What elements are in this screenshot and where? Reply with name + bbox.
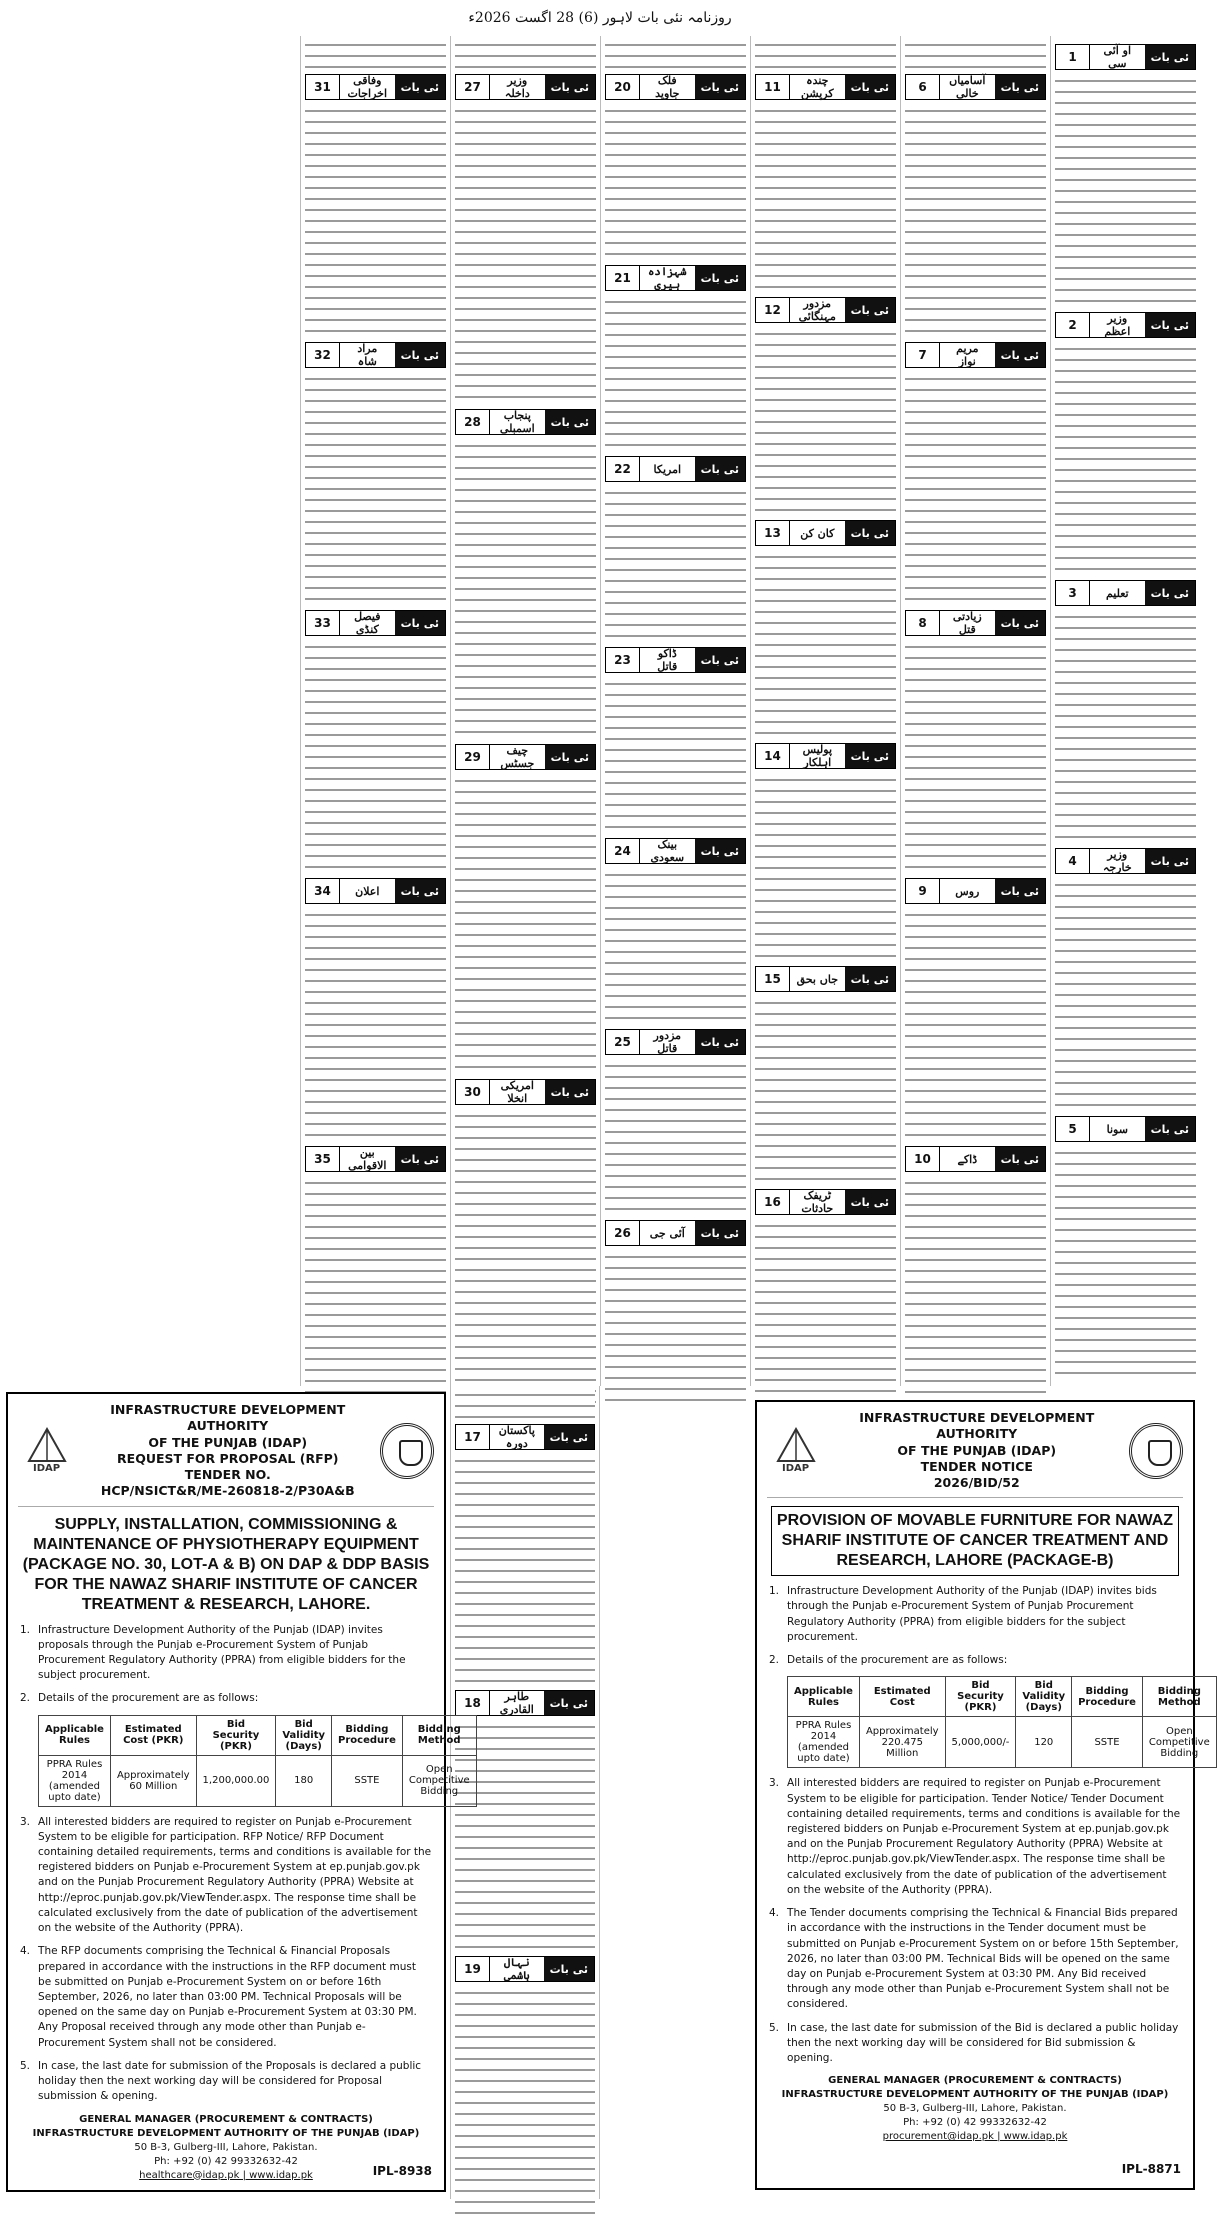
news-item-header — [455, 74, 596, 100]
news-body-text — [605, 38, 746, 68]
news-number: 2 — [1056, 313, 1090, 337]
news-body-text — [455, 439, 596, 738]
ipl-number: IPL-8871 — [1121, 2162, 1181, 2176]
news-tag: ئی بات — [545, 745, 595, 769]
news-body-text — [905, 38, 1046, 68]
news-item-header — [455, 409, 596, 435]
news-number: 23 — [606, 648, 640, 672]
news-tag: ئی بات — [545, 410, 595, 434]
news-number: 12 — [756, 298, 790, 322]
news-number: 13 — [756, 521, 790, 545]
org-name-line1: INFRASTRUCTURE DEVELOPMENT AUTHORITY — [859, 1410, 1095, 1442]
news-topic: چیف جسٹس — [500, 744, 535, 770]
table-header: Bid Security (PKR) — [196, 1715, 276, 1755]
news-number: 8 — [906, 611, 940, 635]
news-item-header — [755, 743, 896, 769]
news-tag: ئی بات — [695, 839, 745, 863]
table-cell: 1,200,000.00 — [196, 1755, 276, 1806]
footer-contact-link[interactable]: procurement@idap.pk | www.idap.pk — [882, 2131, 1068, 2143]
news-item-header — [605, 1220, 746, 1246]
news-number: 35 — [306, 1147, 340, 1171]
table-cell: 180 — [276, 1755, 332, 1806]
news-body-text — [755, 327, 896, 514]
news-tag: ئی بات — [845, 521, 895, 545]
news-number: 11 — [756, 75, 790, 99]
footer-phone: Ph: +92 (0) 42 99332632-42 — [154, 2155, 298, 2167]
news-number: 25 — [606, 1030, 640, 1054]
news-tag: ئی بات — [395, 611, 445, 635]
procurement-table — [38, 1715, 477, 1807]
news-body-text — [1055, 74, 1196, 306]
news-number: 6 — [906, 75, 940, 99]
news-item-header — [905, 74, 1046, 100]
table-header: Estimated Cost (PKR) — [110, 1715, 196, 1755]
news-item-header — [305, 342, 446, 368]
news-item-header — [305, 1146, 446, 1172]
news-number: 4 — [1056, 849, 1090, 873]
news-item-header — [755, 520, 896, 546]
para-3: All interested bidders are required to register on Punjab e-Procurement System to be eligible for participation. Tender Notice/ Tender Document containing detailed requirements, terms and conditions is available for the registered bidders on Punjab e-Procurement System at ep.punjab.gov.pk and on the Punjab Procurement Regulatory Authority (PPRA) Website at http://eproc.punjab.gov.pk/ViewTender.aspx. The response time shall be calculated exclusively from the date of publication of the advertisement on the website of the Authority (PPRA). — [787, 1777, 1181, 1896]
news-body-text — [755, 104, 896, 291]
para-2: Details of the procurement are as follows: — [787, 1654, 1008, 1667]
news-column-5 — [450, 36, 600, 1386]
news-body-text — [455, 774, 596, 1073]
news-topic: جاں بحق — [796, 972, 838, 986]
table-header: Bidding Procedure — [1072, 1677, 1143, 1717]
table-cell: SSTE — [1072, 1717, 1143, 1768]
news-topic: شہزادہ ہیری — [647, 265, 687, 291]
news-tag: ئی بات — [695, 75, 745, 99]
subject-title: PROVISION OF MOVABLE FURNITURE FOR NAWAZ SHARIF INSTITUTE OF CANCER TREATMENT AND RESEARCH, LAHORE (PACKAGE-B) — [771, 1506, 1179, 1576]
news-tag: ئی بات — [845, 298, 895, 322]
news-number: 3 — [1056, 581, 1090, 605]
news-topic: مزدور قاتل — [653, 1029, 682, 1055]
news-number: 5 — [1056, 1117, 1090, 1141]
table-cell: Approximately 220.475 Million — [859, 1717, 945, 1768]
news-item-header — [605, 838, 746, 864]
news-body-text — [605, 486, 746, 641]
news-tag: ئی بات — [544, 1957, 594, 1981]
news-tag: ئی بات — [995, 1147, 1045, 1171]
news-tag: ئی بات — [695, 457, 745, 481]
news-body-text — [605, 295, 746, 450]
news-item-header — [1055, 312, 1196, 338]
news-body-text — [605, 868, 746, 1023]
news-body-text — [605, 1250, 746, 1405]
news-item-header — [605, 265, 746, 291]
news-body-text — [455, 1454, 595, 1684]
news-tag: ئی بات — [1145, 1117, 1195, 1141]
news-body-text — [305, 372, 446, 604]
rfp-advertisement: IDAP INFRASTRUCTURE DEVELOPMENT AUTHORITY OF THE PUNJAB (IDAP) REQUEST FOR PROPOSAL (RFP) TENDER NO. HCP/NSICT&R/ME-260818-2/P30A&B SUPPLY, INSTALLATION, COMMISSIONING & MAINTENANCE OF PHYSIOTHERAPY EQUIPMENT (PACKAGE NO. 30, LOT-A & B) ON DAP & DDP BASIS FOR THE NAWAZ SHARIF INSTITUTE OF CANCER TREATMENT & RESEARCH, LAHORE. 1. Infrastructure Development Authority of the Punjab (IDAP) invites proposals through the Punjab e-Procurement System of Punjab Procurement Regulatory Authority (PPRA) from eligible bidders for the subject procurement. 2. Details of the procurement are as follows: Applicable Rules Estimated Cost (PKR) Bid Security (PKR) Bid Validity (Days) Bidding Procedure Bidding Method PPRA Rules 2014 (amended upto date) Approximately 60 Million 1,200,000.00 180 SSTE Open Competitive Bidding 3. All interested bidders are required to register on Punjab e-Procurement System to be eligible for participation. RFP Notice/ RFP Document containing detailed requirements, terms and conditions is available for the registered bidders on Punjab e-Procurement System at ep.punjab.gov.pk and on the Punjab Procurement Regulatory Authority (PPRA) Website at http://eproc.punjab.gov.pk/ViewTender.aspx. The response time shall be calculated exclusively from the date of publication of the advertisement on the website of the Authority (PPRA). 4. The RFP documents comprising the Technical & Financial Proposals prepared in accordance with the instructions in the RFP document must be submitted on Punjab e-Procurement System on or before 16th September, 2026, no later than 03:00 PM. Technical Proposals will be opened on the same day on Punjab e-Procurement System at 03:30 PM. Any Proposal received through any mode other than Punjab e-Procurement System shall not be considered. 5. In case, the last date for submission of the Proposals is declared a public holiday then the next working day will be considered for Proposal submission & opening. GENERAL MANAGER (PROCUREMENT & CONTRACTS) INFRASTRUCTURE DEVELOPMENT AUTHORITY OF THE PUNJAB (IDAP) 50 B-3, Gulberg-III, Lahore, Pakistan. Ph: +92 (0) 42 99332632-42 healthcare@idap.pk | www.idap.pk IPL-8938 — [6, 1392, 446, 2192]
table-cell: Open Competitive Bidding — [402, 1755, 476, 1806]
news-tag: ئی بات — [545, 75, 595, 99]
news-body-text — [755, 773, 896, 960]
news-number: 31 — [306, 75, 340, 99]
news-topic: بینک سعودی — [650, 838, 685, 864]
table-header: Applicable Rules — [39, 1715, 111, 1755]
news-topic: وزیر خارجہ — [1102, 848, 1132, 874]
news-body-text — [755, 550, 896, 737]
news-topic: چندہ کرپشن — [801, 74, 834, 100]
news-tag: ئی بات — [995, 879, 1045, 903]
news-topic: روس — [955, 884, 980, 898]
news-item-header — [755, 1189, 896, 1215]
news-body-text — [1055, 342, 1196, 574]
news-item-header — [905, 610, 1046, 636]
news-topic: زیادتی قتل — [952, 610, 982, 636]
table-cell: 5,000,000/- — [945, 1717, 1016, 1768]
news-number: 15 — [756, 967, 790, 991]
news-tag: ئی بات — [544, 1691, 594, 1715]
news-topic: نہال ہاشمی — [503, 1956, 530, 1982]
table-header: Bidding Method — [1142, 1677, 1216, 1717]
news-column-2 — [900, 36, 1050, 1386]
footer-address: 50 B-3, Gulberg-III, Lahore, Pakistan. — [134, 2141, 318, 2153]
news-body-text — [305, 640, 446, 872]
news-item-header — [305, 74, 446, 100]
news-topic: فلک جاوید — [655, 74, 680, 100]
news-topic: امریکی انخلا — [500, 1079, 534, 1105]
table-header: Estimated Cost — [859, 1677, 945, 1717]
footer-org: INFRASTRUCTURE DEVELOPMENT AUTHORITY OF THE PUNJAB (IDAP) — [32, 2127, 420, 2139]
news-body-text — [605, 677, 746, 832]
news-item-header — [905, 342, 1046, 368]
footer-address: 50 B-3, Gulberg-III, Lahore, Pakistan. — [883, 2103, 1067, 2115]
tender-no-label: TENDER NO. — [184, 1467, 271, 1482]
news-number: 18 — [456, 1691, 490, 1715]
news-body-text — [455, 1109, 596, 1408]
news-number: 26 — [606, 1221, 640, 1245]
news-body-text — [1055, 1146, 1196, 1378]
news-number: 22 — [606, 457, 640, 481]
news-body-text — [755, 996, 896, 1183]
table-cell: 120 — [1016, 1717, 1072, 1768]
news-number: 20 — [606, 75, 640, 99]
news-number: 28 — [456, 410, 490, 434]
news-topic: امریکا — [653, 462, 682, 476]
news-number: 9 — [906, 879, 940, 903]
footer-phone: Ph: +92 (0) 42 99332632-42 — [903, 2117, 1047, 2129]
news-item-header — [905, 1146, 1046, 1172]
news-item-header — [605, 1029, 746, 1055]
news-tag: ئی بات — [545, 1080, 595, 1104]
news-tag: ئی بات — [995, 611, 1045, 635]
news-number: 33 — [306, 611, 340, 635]
news-body-text — [755, 1219, 896, 1406]
tender-no: 2026/BID/52 — [933, 1475, 1020, 1490]
news-body-text — [305, 908, 446, 1140]
news-number: 17 — [456, 1425, 490, 1449]
table-header: Bidding Procedure — [332, 1715, 403, 1755]
news-number: 7 — [906, 343, 940, 367]
news-column-4 — [600, 36, 750, 1386]
news-item-header — [755, 966, 896, 992]
news-body-text — [455, 1986, 595, 2216]
news-item-header — [605, 456, 746, 482]
news-topic: سونا — [1106, 1122, 1128, 1136]
news-body-text — [455, 1388, 595, 1418]
doc-type: TENDER NOTICE — [920, 1458, 1033, 1474]
table-cell: PPRA Rules 2014 (amended upto date) — [788, 1717, 860, 1768]
news-item-header — [455, 1424, 595, 1450]
idap-logo: IDAP — [18, 1423, 75, 1479]
news-item-header — [605, 647, 746, 673]
news-tag: ئی بات — [395, 879, 445, 903]
news-body-text — [905, 372, 1046, 604]
news-topic: تعلیم — [1105, 586, 1129, 600]
news-item-header — [755, 297, 896, 323]
news-tag: ئی بات — [1145, 313, 1195, 337]
para-3: All interested bidders are required to register on Punjab e-Procurement System to be eligible for participation. RFP Notice/ RFP Document containing detailed requirements, terms and conditions is available for the registered bidders on Punjab e-Procurement System at ep.punjab.gov.pk and on the Punjab Procurement Regulatory Authority (PPRA) Website at http://eproc.punjab.gov.pk/ViewTender.aspx. The response time shall be calculated exclusively from the date of publication of the advertisement on the website of the Authority (PPRA). — [38, 1815, 432, 1935]
news-topic: او آئی سی — [1103, 44, 1132, 70]
news-topic: آئی جی — [649, 1226, 685, 1240]
news-item-header — [755, 74, 896, 100]
news-body-text — [605, 1059, 746, 1214]
para-5: In case, the last date for submission of the Proposals is declared a public holiday then the next working day will be considered for Proposal submission & opening. — [38, 2059, 422, 2103]
footer-title: GENERAL MANAGER (PROCUREMENT & CONTRACTS) — [828, 2075, 1122, 2087]
news-tag: ئی بات — [544, 1425, 594, 1449]
news-topic: ڈاکے — [957, 1152, 978, 1166]
news-topic: وزیر داخلہ — [504, 74, 530, 100]
news-topic: بین الاقوامی — [348, 1146, 387, 1172]
table-header: Applicable Rules — [788, 1677, 860, 1717]
news-item-header — [455, 1690, 595, 1716]
para-2: Details of the procurement are as follows: — [38, 1692, 259, 1705]
idap-logo: IDAP — [767, 1423, 824, 1479]
table-cell: PPRA Rules 2014 (amended upto date) — [39, 1755, 111, 1806]
news-item-header — [455, 1079, 596, 1105]
news-tag: ئی بات — [1145, 45, 1195, 69]
news-column-1 — [1050, 36, 1200, 1386]
news-topic: مریم نواز — [956, 342, 979, 368]
procurement-table — [787, 1676, 1217, 1768]
news-tag: ئی بات — [995, 343, 1045, 367]
news-topic: وفاقی اخراجات — [347, 74, 388, 100]
news-tag: ئی بات — [845, 967, 895, 991]
org-name-line2: OF THE PUNJAB (IDAP) — [148, 1434, 308, 1450]
tender-advertisement: IDAP INFRASTRUCTURE DEVELOPMENT AUTHORITY OF THE PUNJAB (IDAP) TENDER NOTICE 2026/BID/52 PROVISION OF MOVABLE FURNITURE FOR NAWAZ SHARIF INSTITUTE OF CANCER TREATMENT AND RESEARCH, LAHORE (PACKAGE-B) 1. Infrastructure Development Authority of the Punjab (IDAP) invites bids through the Punjab e-Procurement System of Punjab Procurement Regulatory Authority (PPRA) from eligible bidders for the subject procurement. 2. Details of the procurement are as follows: Applicable Rules Estimated Cost Bid Security (PKR) Bid Validity (Days) Bidding Procedure Bidding Method PPRA Rules 2014 (amended upto date) Approximately 220.475 Million 5,000,000/- 120 SSTE Open Competitive Bidding 3. All interested bidders are required to register on Punjab e-Procurement System to be eligible for participation. Tender Notice/ Tender Document containing detailed requirements, terms and conditions is available for the registered bidders on Punjab e-Procurement System at ep.punjab.gov.pk and on the Punjab Procurement Regulatory Authority (PPRA) Website at http://eproc.punjab.gov.pk/ViewTender.aspx. The response time shall be calculated exclusively from the date of publication of the advertisement on the website of the Authority (PPRA). 4. The Tender documents comprising the Technical & Financial Bids prepared in accordance with the instructions in the Tender document must be submitted on Punjab e-Procurement System on or before 15th September, 2026, no later than 03:00 PM. Technical Bids will be opened on the same day on Punjab e-Procurement System at 03:30 PM. Any Bid received through any mode other than Punjab e-Procurement System shall not be considered. 5. In case, the last date for submission of the Bid is declared a public holiday then the next working day will be considered for Bid submission & opening. GENERAL MANAGER (PROCUREMENT & CONTRACTS) INFRASTRUCTURE DEVELOPMENT AUTHORITY OF THE PUNJAB (IDAP) 50 B-3, Gulberg-III, Lahore, Pakistan. Ph: +92 (0) 42 99332632-42 procurement@idap.pk | www.idap.pk IPL-8871 — [755, 1400, 1195, 2190]
news-topic: آسامیاں خالی — [949, 74, 986, 100]
news-body-text — [455, 38, 596, 68]
para-5: In case, the last date for submission of the Bid is declared a public holiday then the next working day will be considered for Bid submission & opening. — [787, 2021, 1179, 2065]
news-number: 19 — [456, 1957, 490, 1981]
news-body-text — [755, 38, 896, 68]
news-item-header — [305, 878, 446, 904]
para-1: Infrastructure Development Authority of the Punjab (IDAP) invites proposals through the Punjab e-Procurement System of Punjab Procurement Regulatory Authority (PPRA) from eligible bidders for the subject procurement. — [38, 1623, 406, 1682]
news-number: 29 — [456, 745, 490, 769]
news-tag: ئی بات — [395, 1147, 445, 1171]
news-topic: مراد شاہ — [357, 342, 378, 368]
news-tag: ئی بات — [695, 1030, 745, 1054]
news-topic: فیصل کنڈی — [354, 610, 381, 636]
news-number: 16 — [756, 1190, 790, 1214]
para-4: The RFP documents comprising the Technical & Financial Proposals prepared in accordance with the instructions in the RFP document must be submitted on Punjab e-Procurement System on or before 16th September, 2026, no later than 03:00 PM. Technical Proposals will be opened on the same day on Punjab e-Procurement System at 03:30 PM. Any Proposal received through any mode other than Punjab e-Procurement System shall not be considered. — [38, 1945, 417, 2049]
news-topic: ٹریفک حادثات — [801, 1189, 834, 1215]
table-header: Bidding Method — [402, 1715, 476, 1755]
news-topic: پنجاب اسمبلی — [499, 409, 535, 435]
news-tag: ئی بات — [395, 75, 445, 99]
table-header: Bid Security (PKR) — [945, 1677, 1016, 1717]
news-number: 10 — [906, 1147, 940, 1171]
news-item-header — [1055, 44, 1196, 70]
news-body-text — [905, 640, 1046, 872]
news-body-text — [455, 104, 596, 403]
table-cell: SSTE — [332, 1755, 403, 1806]
news-body-text — [605, 104, 746, 259]
news-body-text — [1055, 610, 1196, 842]
news-tag: ئی بات — [1145, 581, 1195, 605]
table-cell: Open Competitive Bidding — [1142, 1717, 1216, 1768]
ipl-number: IPL-8938 — [372, 2164, 432, 2178]
news-body-text — [1055, 878, 1196, 1110]
news-number: 21 — [606, 266, 640, 290]
table-header: Bid Validity (Days) — [1016, 1677, 1072, 1717]
news-number: 34 — [306, 879, 340, 903]
news-number: 14 — [756, 744, 790, 768]
news-topic: کان کن — [800, 526, 835, 540]
news-tag: ئی بات — [995, 75, 1045, 99]
table-cell: Approximately 60 Million — [110, 1755, 196, 1806]
news-item-header — [605, 74, 746, 100]
subject-title: SUPPLY, INSTALLATION, COMMISSIONING & MAINTENANCE OF PHYSIOTHERAPY EQUIPMENT (PACKAGE NO. 30, LOT-A & B) ON DAP & DDP BASIS FOR THE NAWAZ SHARIF INSTITUTE OF CANCER TREATMENT & RESEARCH, LAHORE. — [22, 1515, 430, 1613]
news-number: 27 — [456, 75, 490, 99]
footer-org: INFRASTRUCTURE DEVELOPMENT AUTHORITY OF THE PUNJAB (IDAP) — [781, 2089, 1169, 2101]
news-topic: پاکستان دورہ — [498, 1424, 535, 1450]
para-1: Infrastructure Development Authority of the Punjab (IDAP) invites bids through the Punjab e-Procurement System of Punjab Procurement Regulatory Authority (PPRA) from eligible bidders for the subject procurement. — [787, 1585, 1157, 1643]
news-item-header — [455, 744, 596, 770]
punjab-seal-icon — [380, 1423, 434, 1479]
news-body-text — [305, 38, 446, 68]
news-topic: وزیر اعظم — [1104, 312, 1131, 338]
news-item-header — [1055, 580, 1196, 606]
news-number: 24 — [606, 839, 640, 863]
news-body-text — [905, 104, 1046, 336]
news-topic: اعلان — [355, 884, 380, 898]
news-column-3 — [750, 36, 900, 1386]
news-body-text — [905, 908, 1046, 1140]
news-number: 1 — [1056, 45, 1090, 69]
news-topic: پولیس اہلکار — [802, 743, 833, 769]
table-header: Bid Validity (Days) — [276, 1715, 332, 1755]
news-tag: ئی بات — [1145, 849, 1195, 873]
news-number: 30 — [456, 1080, 490, 1104]
news-body-text — [905, 1176, 1046, 1408]
news-tag: ئی بات — [695, 1221, 745, 1245]
news-tag: ئی بات — [395, 343, 445, 367]
news-topic: مزدور مہنگائی — [798, 297, 836, 323]
org-name-line2: OF THE PUNJAB (IDAP) — [897, 1442, 1057, 1458]
tender-no: HCP/NSICT&R/ME-260818-2/P30A&B — [100, 1483, 355, 1499]
news-item-header — [305, 610, 446, 636]
news-item-header — [1055, 1116, 1196, 1142]
news-item-header — [455, 1956, 595, 1982]
news-item-header — [1055, 848, 1196, 874]
news-body-text — [305, 104, 446, 336]
para-4: The Tender documents comprising the Technical & Financial Bids prepared in accordance with the instructions in the Tender document must be submitted on Punjab e-Procurement System on or before 15th September, 2026, no later than 03:00 PM. Technical Bids will be opened on the same day on Punjab e-Procurement System at 03:30 PM. Any Bid received through any mode other than Punjab e-Procurement System shall not be considered. — [787, 1907, 1179, 2011]
news-tag: ئی بات — [695, 648, 745, 672]
news-tag: ئی بات — [845, 1190, 895, 1214]
news-topic: ڈاکو قاتل — [657, 647, 678, 673]
footer-contact-link[interactable]: healthcare@idap.pk | www.idap.pk — [139, 2169, 313, 2181]
punjab-seal-icon — [1129, 1423, 1183, 1479]
news-item-header — [905, 878, 1046, 904]
page-masthead: روزنامہ نئی بات لاہور (6) 28 اگست 2026ء — [468, 10, 732, 26]
news-body-text — [305, 1176, 446, 1408]
news-topic: طاہر القادری — [499, 1690, 534, 1716]
footer-title: GENERAL MANAGER (PROCUREMENT & CONTRACTS) — [79, 2113, 373, 2125]
news-column-6 — [300, 36, 450, 1386]
org-name-line1: INFRASTRUCTURE DEVELOPMENT AUTHORITY — [110, 1402, 346, 1434]
news-number: 32 — [306, 343, 340, 367]
news-tag: ئی بات — [845, 744, 895, 768]
doc-type: REQUEST FOR PROPOSAL (RFP) — [117, 1450, 339, 1466]
news-tag: ئی بات — [845, 75, 895, 99]
news-tag: ئی بات — [695, 266, 745, 290]
